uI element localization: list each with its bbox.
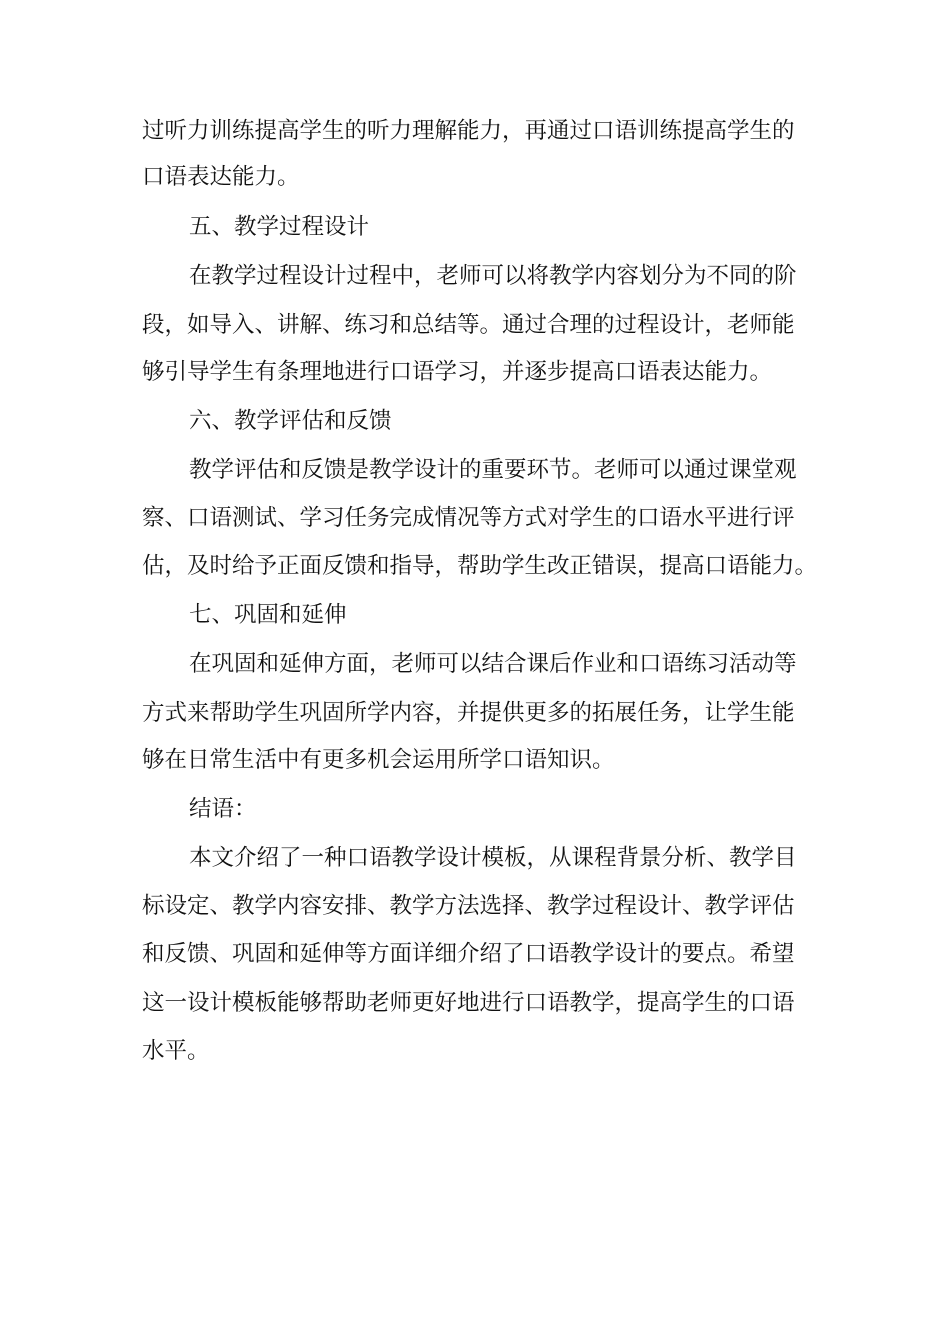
body-text-line: 方式来帮助学生巩固所学内容，并提供更多的拓展任务，让学生能 bbox=[142, 700, 795, 726]
body-text-line: 这一设计模板能够帮助老师更好地进行口语教学，提高学生的口语 bbox=[142, 990, 795, 1016]
body-text-line: 够在日常生活中有更多机会运用所学口语知识。 bbox=[142, 747, 615, 773]
body-text-line: 在巩固和延伸方面，老师可以结合课后作业和口语练习活动等 bbox=[189, 651, 797, 677]
body-text-line: 标设定、教学内容安排、教学方法选择、教学过程设计、教学评估 bbox=[142, 893, 795, 919]
body-text-line: 口语表达能力。 bbox=[142, 164, 300, 190]
body-text-line: 够引导学生有条理地进行口语学习，并逐步提高口语表达能力。 bbox=[142, 359, 773, 385]
body-text-line: 察、口语测试、学习任务完成情况等方式对学生的口语水平进行评 bbox=[142, 505, 795, 531]
body-text-line: 段，如导入、讲解、练习和总结等。通过合理的过程设计，老师能 bbox=[142, 312, 795, 338]
body-text-line: 估，及时给予正面反馈和指导，帮助学生改正错误，提高口语能力。 bbox=[142, 553, 818, 579]
body-text-line: 在教学过程设计过程中，老师可以将教学内容划分为不同的阶 bbox=[189, 263, 797, 289]
body-text-line: 和反馈、巩固和延伸等方面详细介绍了口语教学设计的要点。希望 bbox=[142, 941, 795, 967]
section-heading: 七、巩固和延伸 bbox=[189, 602, 347, 628]
body-text-line: 本文介绍了一种口语教学设计模板，从课程背景分析、教学目 bbox=[189, 845, 797, 871]
section-heading: 五、教学过程设计 bbox=[189, 214, 370, 240]
section-heading: 六、教学评估和反馈 bbox=[189, 408, 392, 434]
body-text-line: 过听力训练提高学生的听力理解能力，再通过口语训练提高学生的 bbox=[142, 118, 795, 144]
body-text-line: 教学评估和反馈是教学设计的重要环节。老师可以通过课堂观 bbox=[189, 457, 797, 483]
body-text-line: 水平。 bbox=[142, 1038, 210, 1064]
section-heading: 结语： bbox=[189, 796, 257, 822]
